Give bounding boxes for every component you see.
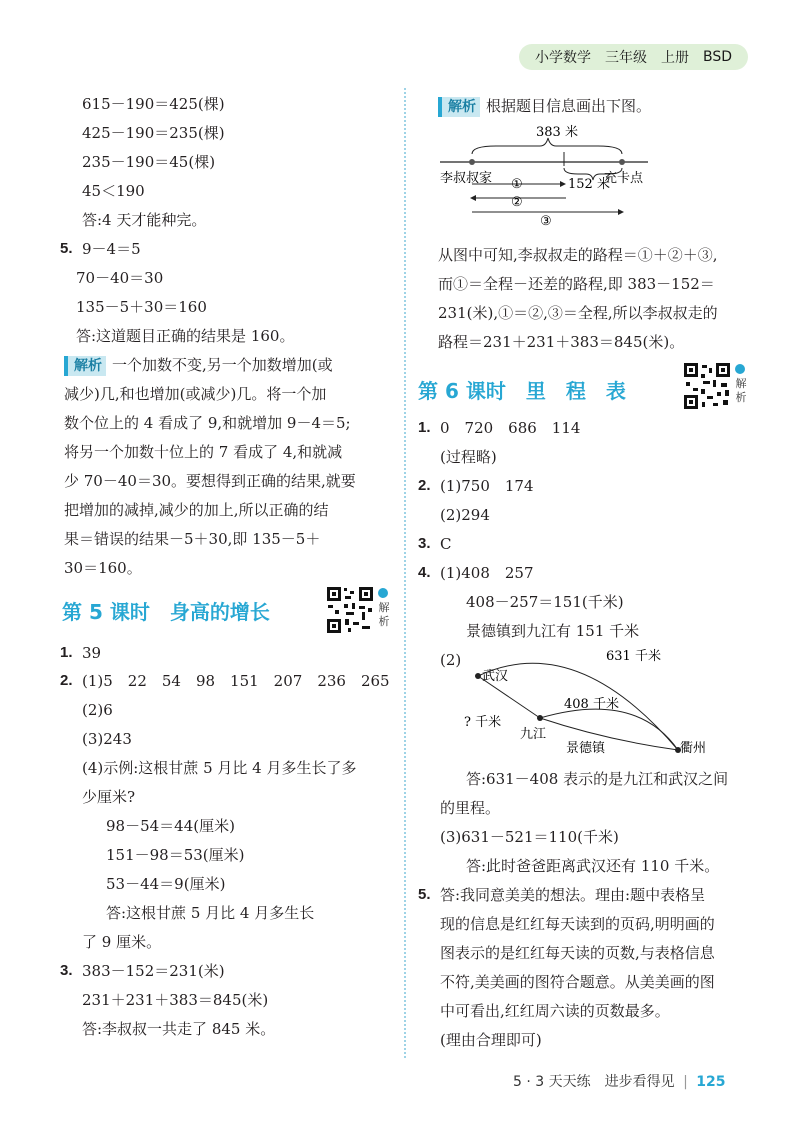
s5-q2-number: 2. <box>60 672 73 689</box>
map-distance-408: 408 千米 <box>564 697 619 712</box>
s5-q2-line: 了 9 厘米。 <box>82 933 162 951</box>
qr-label: 解析 <box>378 601 390 628</box>
map-jingdezhen: 景德镇 <box>566 741 606 756</box>
q5-analysis-line: 30＝160。 <box>64 559 142 577</box>
s6-q2-line: (2)294 <box>440 506 490 524</box>
s6-q4-line: 景德镇到九江有 151 千米 <box>466 622 640 640</box>
section-title-lesson5: 第 5 课时 身高的增长 <box>62 600 270 624</box>
page-footer: 5 · 3 天天练 进步看得见 | 125 <box>513 1074 726 1090</box>
header-grade: 三年级 <box>604 50 647 66</box>
s6-q2-number: 2. <box>418 477 431 494</box>
q5-analysis-line: 数个位上的 4 看成了 9,和就增加 9－4＝5; <box>64 414 351 432</box>
right-analysis-line: 而①＝全程－还差的路程,即 383－152＝ <box>438 275 715 293</box>
footer-brand: 5 · 3 天天练 进步看得见 <box>513 1074 675 1090</box>
s6-q5-number: 5. <box>418 886 431 903</box>
map-distance-unknown: ? 千米 <box>464 715 502 730</box>
qr-label: 解析 <box>735 377 747 404</box>
s6-q4-number: 4. <box>418 564 431 581</box>
map-quzhou: 衢州 <box>680 741 707 756</box>
q5-analysis-line: 将另一个加数十位上的 7 看成了 4,和就减 <box>64 443 343 461</box>
header-tag <box>519 44 748 70</box>
s5-q3-line: 383－152＝231(米) <box>82 962 225 980</box>
walk-diagram <box>436 122 666 234</box>
map-wuhan: 武汉 <box>482 669 509 684</box>
s5-q2-line: 53－44＝9(厘米) <box>106 875 226 893</box>
q5-analysis-line: 把增加的减掉,减少的加上,所以正确的结 <box>64 501 329 519</box>
right-analysis-line: 路程＝231＋231＋383＝845(米)。 <box>438 333 685 351</box>
q4-line: 45＜190 <box>82 182 145 200</box>
s5-q1-number: 1. <box>60 644 73 661</box>
s6-q1-line: (过程略) <box>440 448 497 466</box>
s5-q2-line: (2)6 <box>82 701 113 719</box>
right-analysis-intro: 解析 根据题目信息画出下图。 <box>438 96 651 117</box>
s5-q2-line: (3)243 <box>82 730 132 748</box>
s5-q1-answer: 39 <box>82 644 102 662</box>
s5-q2-line: 少厘米? <box>82 788 136 806</box>
s6-q5-line: 答:我同意美美的想法。理由:题中表格呈 <box>440 886 706 904</box>
diagram-seg1: ① <box>511 177 523 192</box>
map-jiujiang: 九江 <box>520 727 547 742</box>
s6-q5-line: (理由合理即可) <box>440 1031 542 1049</box>
s6-q1-line: 0 720 686 114 <box>440 419 581 437</box>
qr-code-icon[interactable] <box>326 586 374 634</box>
header-edition: BSD <box>702 49 733 65</box>
s6-q3-number: 3. <box>418 535 431 552</box>
diagram-seg3: ③ <box>540 214 552 229</box>
q5-answer: 答:这道题目正确的结果是 160。 <box>76 327 295 345</box>
q5-analysis-line: 少 70－40＝30。要想得到正确的结果,就要 <box>64 472 356 490</box>
q5-analysis-line: 解析 一个加数不变,另一个加数增加(或 <box>64 355 333 376</box>
analysis-tag: 解析 <box>438 97 480 117</box>
qr-code-icon[interactable] <box>683 362 731 410</box>
right-analysis-line: 从图中可知,李叔叔走的路程＝①＋②＋③, <box>438 246 718 264</box>
s6-q5-line: 现的信息是红红每天读到的页码,明明画的 <box>440 915 715 933</box>
diagram-top-label: 383 米 <box>536 125 578 140</box>
right-analysis-line: 231(米),①＝②,③＝全程,所以李叔叔走的 <box>438 304 718 322</box>
s5-q3-number: 3. <box>60 962 73 979</box>
route-map <box>456 640 726 766</box>
s5-q2-line: 151－98＝53(厘米) <box>106 846 245 864</box>
s6-q4-line: 的里程。 <box>440 799 501 817</box>
q5-analysis-line: 果＝错误的结果－5＋30,即 135－5＋ <box>64 530 321 548</box>
page-number: 125 <box>696 1074 726 1090</box>
q4-line: 615－190＝425(棵) <box>82 95 225 113</box>
header-volume: 上册 <box>660 50 689 66</box>
q5-number: 5. <box>60 240 73 257</box>
diagram-start-label: 李叔叔家 <box>440 171 493 186</box>
q5-line: 70－40＝30 <box>76 269 164 287</box>
play-icon[interactable] <box>378 588 388 598</box>
column-divider <box>404 88 406 1058</box>
header-subject: 小学数学 <box>534 50 591 66</box>
s6-q4-line: (2) <box>440 651 462 669</box>
s6-q5-line: 不符,美美画的图符合题意。从美美画的图 <box>440 973 715 991</box>
section-title-lesson6: 第 6 课时 里 程 表 <box>418 379 626 403</box>
analysis-tag: 解析 <box>64 356 106 376</box>
s6-q4-line: 答:此时爸爸距离武汉还有 110 千米。 <box>466 857 720 875</box>
q4-answer: 答:4 天才能种完。 <box>82 211 207 229</box>
s5-q2-line: (4)示例:这根甘蔗 5 月比 4 月多生长了多 <box>82 759 357 777</box>
s6-q5-line: 图表示的是红红每天读的页数,与表格信息 <box>440 944 715 962</box>
s5-q3-line: 231＋231＋383＝845(米) <box>82 991 269 1009</box>
q4-line: 425－190＝235(棵) <box>82 124 225 142</box>
diagram-seg2: ② <box>511 195 523 210</box>
map-distance-631: 631 千米 <box>606 649 661 664</box>
s6-q1-number: 1. <box>418 419 431 436</box>
diagram-end-label: 充卡点 <box>604 171 644 186</box>
s6-q4-line: 答:631－408 表示的是九江和武汉之间 <box>466 770 729 788</box>
s6-q2-line: (1)750 174 <box>440 477 534 495</box>
s5-q2-line: 答:这根甘蔗 5 月比 4 月多生长 <box>106 904 315 922</box>
s5-q2-line: 98－54＝44(厘米) <box>106 817 235 835</box>
q4-line: 235－190＝45(棵) <box>82 153 216 171</box>
s6-q4-line: (1)408 257 <box>440 564 534 582</box>
s6-q4-line: 408－257＝151(千米) <box>466 593 624 611</box>
diagram-remaining-label: 152 米 <box>568 177 610 192</box>
q5-line: 135－5＋30＝160 <box>76 298 207 316</box>
s5-q2-line: (1)5 22 54 98 151 207 236 265 <box>82 672 390 690</box>
q5-line: 9－4＝5 <box>82 240 141 258</box>
s6-q3-answer: C <box>440 535 452 553</box>
s5-q3-answer: 答:李叔叔一共走了 845 米。 <box>82 1020 276 1038</box>
q5-analysis-line: 减少)几,和也增加(或减少)几。将一个加 <box>64 385 327 403</box>
s6-q5-line: 中可看出,红红周六读的页数最多。 <box>440 1002 670 1020</box>
s6-q4-line: (3)631－521＝110(千米) <box>440 828 619 846</box>
play-icon[interactable] <box>735 364 745 374</box>
